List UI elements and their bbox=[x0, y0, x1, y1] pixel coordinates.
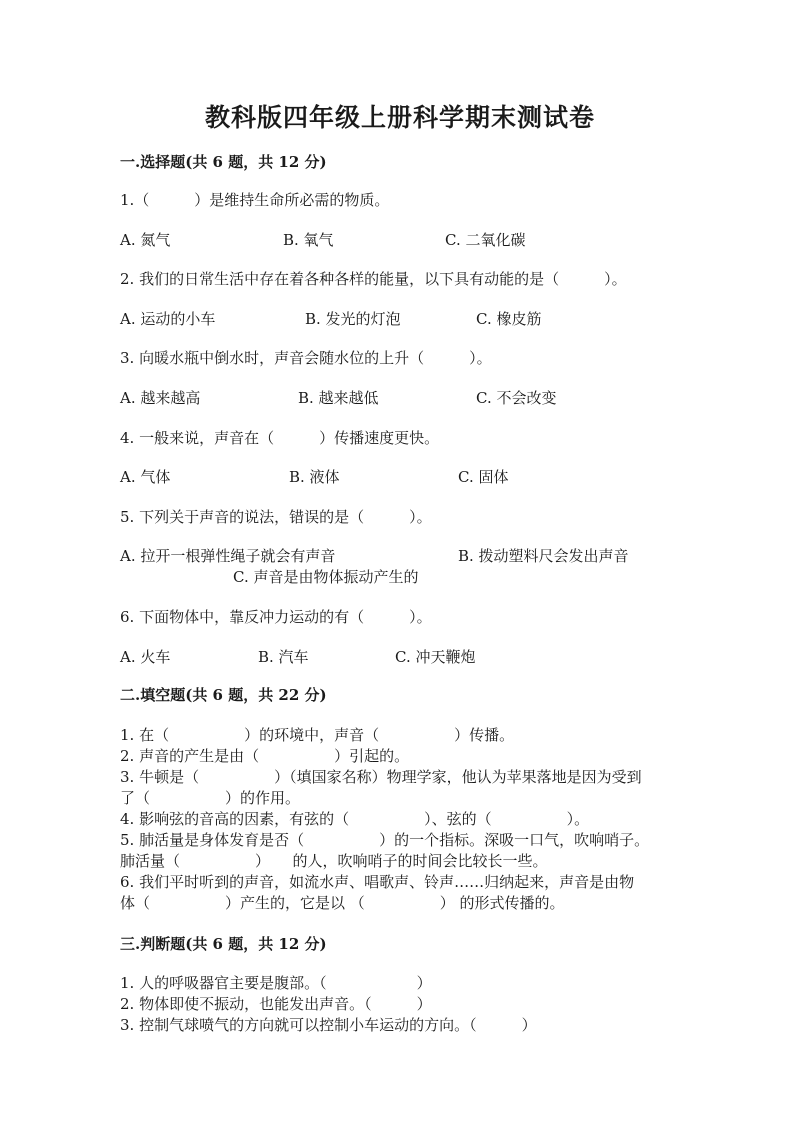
option-a: A. 氮气 bbox=[120, 231, 171, 249]
section-heading-fill: 二.填空题(共 6 题，共 22 分) bbox=[120, 686, 327, 704]
fill-line: 1. 在（ ）的环境中，声音（ ）传播。 bbox=[120, 726, 515, 744]
option-a: A. 气体 bbox=[120, 468, 171, 486]
page-title: 教科版四年级上册科学期末测试卷 bbox=[204, 103, 595, 132]
option-a: A. 越来越高 bbox=[120, 389, 201, 407]
option-b: B. 氧气 bbox=[283, 231, 334, 249]
option-c: C. 声音是由物体振动产生的 bbox=[233, 568, 419, 586]
fill-line: 2. 声音的产生是由（ ）引起的。 bbox=[120, 747, 410, 765]
fill-line: 体（ ）产生的，它是以 （ ） 的形式传播的。 bbox=[120, 894, 565, 912]
judge-line: 1. 人的呼吸器官主要是腹部。（ ） bbox=[120, 974, 432, 992]
option-a: A. 拉开一根弹性绳子就会有声音 bbox=[120, 547, 336, 565]
option-b: B. 液体 bbox=[289, 468, 340, 486]
question-stem: 5. 下列关于声音的说法，错误的是（ ）。 bbox=[120, 508, 432, 526]
judge-line: 2. 物体即使不振动，也能发出声音。（ ） bbox=[120, 995, 432, 1013]
option-c: C. 固体 bbox=[458, 468, 509, 486]
option-c: C. 冲天鞭炮 bbox=[395, 648, 476, 666]
option-b: B. 拨动塑料尺会发出声音 bbox=[458, 547, 629, 565]
judge-line: 3. 控制气球喷气的方向就可以控制小车运动的方向。（ ） bbox=[120, 1016, 537, 1034]
question-stem: 3. 向暖水瓶中倒水时，声音会随水位的上升（ ）。 bbox=[120, 349, 492, 367]
fill-line: 4. 影响弦的音高的因素，有弦的（ ）、弦的（ ）。 bbox=[120, 810, 590, 828]
option-c: C. 橡皮筋 bbox=[476, 310, 542, 328]
option-a: A. 运动的小车 bbox=[120, 310, 216, 328]
option-a: A. 火车 bbox=[120, 648, 171, 666]
fill-line: 5. 肺活量是身体发育是否（ ）的一个指标。深吸一口气，吹响哨子。 bbox=[120, 831, 650, 849]
option-b: B. 汽车 bbox=[258, 648, 309, 666]
option-b: B. 发光的灯泡 bbox=[305, 310, 401, 328]
section-heading-judge: 三.判断题(共 6 题，共 12 分) bbox=[120, 935, 327, 953]
fill-line: 了（ ）的作用。 bbox=[120, 789, 301, 807]
fill-line: 3. 牛顿是（ ）（填国家名称）物理学家，他认为苹果落地是因为受到 bbox=[120, 768, 642, 786]
option-c: C. 不会改变 bbox=[476, 389, 557, 407]
section-heading-choice: 一.选择题(共 6 题，共 12 分) bbox=[120, 153, 327, 171]
option-b: B. 越来越低 bbox=[298, 389, 379, 407]
fill-line: 肺活量（ ） 的人，吹响哨子的时间会比较长一些。 bbox=[120, 852, 548, 870]
question-stem: 4. 一般来说，声音在（ ）传播速度更快。 bbox=[120, 429, 440, 447]
question-stem: 2. 我们的日常生活中存在着各种各样的能量，以下具有动能的是（ ）。 bbox=[120, 270, 627, 288]
question-stem: 6. 下面物体中，靠反冲力运动的有（ ）。 bbox=[120, 608, 432, 626]
fill-line: 6. 我们平时听到的声音，如流水声、唱歌声、铃声……归纳起来，声音是由物 bbox=[120, 873, 635, 891]
option-c: C. 二氧化碳 bbox=[445, 231, 526, 249]
question-stem: 1.（ ）是维持生命所必需的物质。 bbox=[120, 191, 390, 209]
